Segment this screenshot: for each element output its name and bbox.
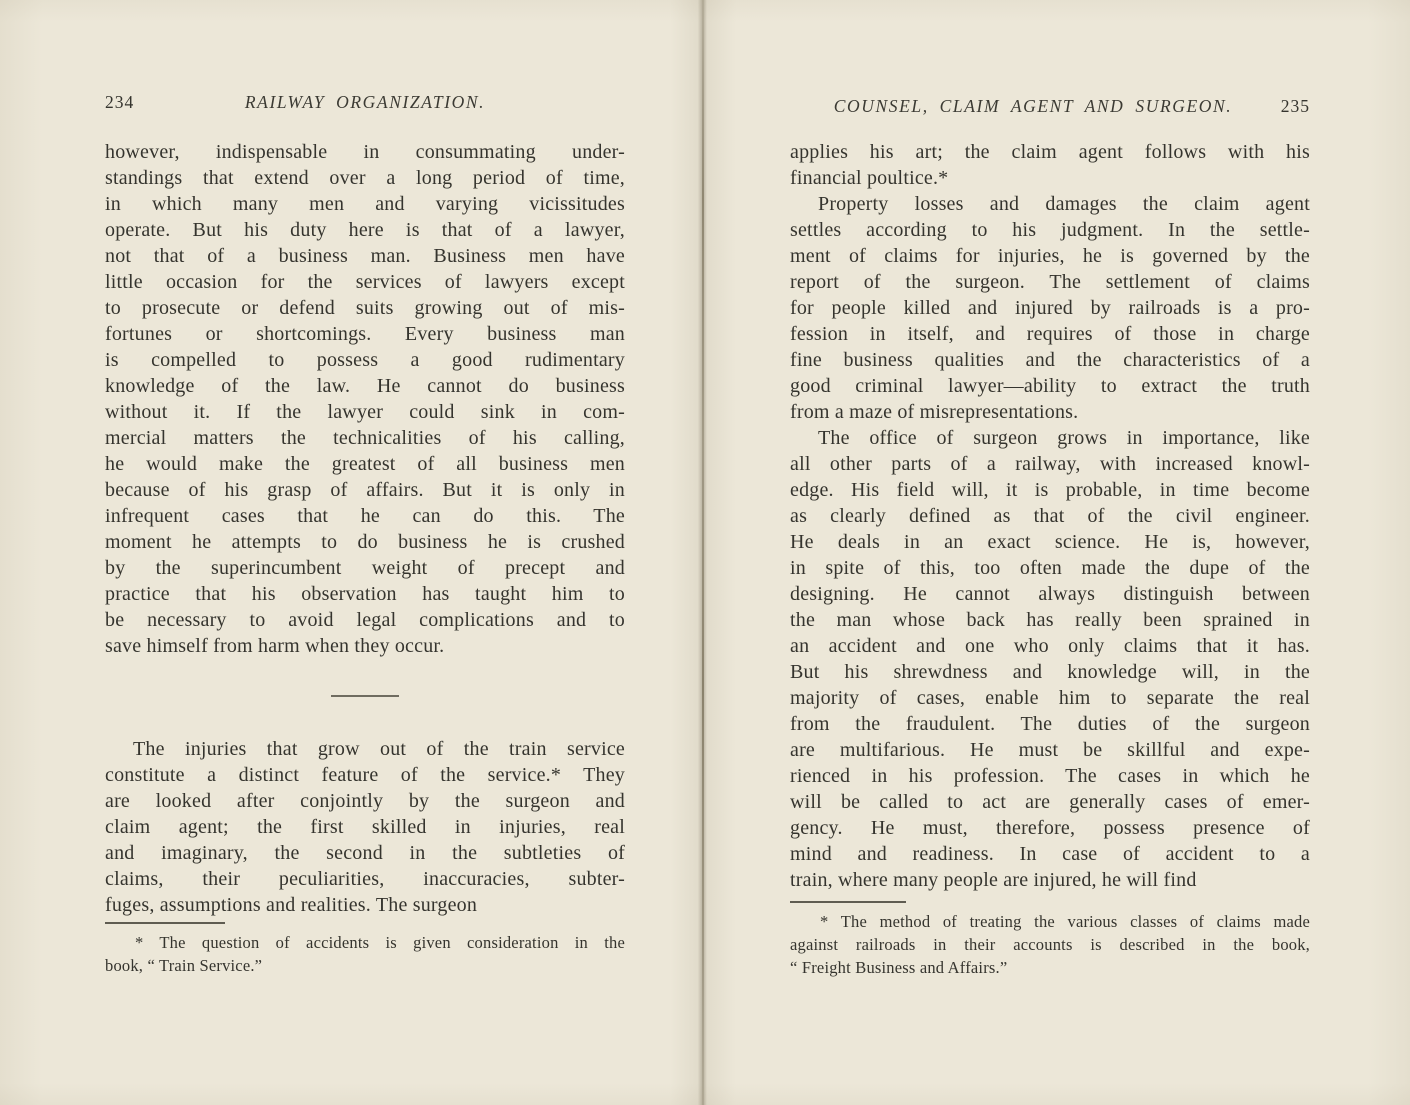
text-line: The injuries that grow out of the train service — [133, 738, 625, 760]
text-line: the man whose back has really been sprained in — [790, 609, 1310, 631]
text-line: standings that extend over a long period of time, — [105, 167, 625, 189]
text-line: edge. His field will, it is probable, in time become — [790, 479, 1310, 501]
text-line: for people killed and injured by railroads is a pro- — [790, 297, 1310, 319]
paragraph — [790, 139, 1310, 191]
right-page-header — [790, 96, 1310, 120]
right-page-number: 235 — [1280, 96, 1310, 116]
text-line: however, indispensable in consummating under- — [105, 141, 625, 163]
text-line: because of his grasp of affairs. But it is only in — [105, 479, 625, 501]
text-line: applies his art; the claim agent follows with his — [790, 141, 1310, 163]
text-line: be necessary to avoid legal complications and to — [105, 609, 625, 631]
text-line: as clearly defined as that of the civil engineer. — [790, 505, 1310, 527]
text-line: infrequent cases that he can do this. The — [105, 505, 625, 527]
text-line: all other parts of a railway, with increased knowl- — [790, 453, 1310, 475]
text-line: ment of claims for injuries, he is governed by the — [790, 245, 1310, 267]
text-line: * The method of treating the various classes of claims made — [820, 912, 1310, 931]
left-footnote — [105, 922, 625, 977]
text-line: moment he attempts to do business he is crushed — [105, 531, 625, 553]
text-line: without it. If the lawyer could sink in com- — [105, 401, 625, 423]
text-line: practice that his observation has taught him to — [105, 583, 625, 605]
text-line: to prosecute or defend suits growing out of mis- — [105, 297, 625, 319]
text-line: financial poultice.* — [790, 167, 949, 189]
text-line: majority of cases, enable him to separate the real — [790, 687, 1310, 709]
book-spine-crease — [702, 0, 704, 1105]
text-line: against railroads in their accounts is described in the book, — [790, 935, 1310, 954]
text-line: Property losses and damages the claim agent — [818, 193, 1310, 215]
text-line: are looked after conjointly by the surgeon and — [105, 790, 625, 812]
left-page-number: 234 — [105, 92, 135, 112]
text-line: knowledge of the law. He cannot do business — [105, 375, 625, 397]
text-line: will be called to act are generally cases of emer- — [790, 791, 1310, 813]
text-line: is compelled to possess a good rudimentary — [105, 349, 625, 371]
text-line: * The question of accidents is given consideration in the — [135, 933, 625, 952]
text-line: train, where many people are injured, he will find — [790, 869, 1197, 891]
right-footnote-rule — [790, 901, 906, 903]
text-line: good criminal lawyer—ability to extract the truth — [790, 375, 1310, 397]
text-line: fine business qualities and the characteristics of a — [790, 349, 1310, 371]
left-page-body — [105, 139, 625, 977]
text-line: not that of a business man. Business men have — [105, 245, 625, 267]
text-line: designing. He cannot always distinguish between — [790, 583, 1310, 605]
left-running-title: RAILWAY ORGANIZATION. — [244, 92, 486, 112]
text-line: rienced in his profession. The cases in which he — [790, 765, 1310, 787]
text-line: fortunes or shortcomings. Every business man — [105, 323, 625, 345]
text-line: he would make the greatest of all business men — [105, 453, 625, 475]
left-footnote-rule — [105, 922, 225, 924]
text-line: from a maze of misrepresentations. — [790, 401, 1079, 423]
right-page-body — [790, 139, 1310, 979]
text-line: claim agent; the first skilled in injuries, real — [105, 816, 625, 838]
text-line: little occasion for the services of lawyers except — [105, 271, 625, 293]
section-divider — [331, 695, 399, 697]
text-line: The office of surgeon grows in importance, like — [818, 427, 1310, 449]
text-line: are multifarious. He must be skillful and expe- — [790, 739, 1310, 761]
paragraph — [790, 425, 1310, 893]
text-line: mind and readiness. In case of accident to a — [790, 843, 1310, 865]
text-line: an accident and one who only claims that it has. — [790, 635, 1310, 657]
text-line: constitute a distinct feature of the service.* They — [105, 764, 625, 786]
left-page-header — [105, 92, 625, 116]
text-line: mercial matters the technicalities of his calling, — [105, 427, 625, 449]
text-line: gency. He must, therefore, possess presence of — [790, 817, 1310, 839]
text-line: operate. But his duty here is that of a lawyer, — [105, 219, 625, 241]
text-line: book, “ Train Service.” — [105, 956, 263, 975]
text-line: report of the surgeon. The settlement of claims — [790, 271, 1310, 293]
right-footnote — [790, 901, 1310, 979]
text-line: fuges, assumptions and realities. The surgeon — [105, 894, 478, 916]
text-line: He deals in an exact science. He is, however, — [790, 531, 1310, 553]
text-line: But his shrewdness and knowledge will, in the — [790, 661, 1310, 683]
text-line: settles according to his judgment. In the settle- — [790, 219, 1310, 241]
text-line: in which many men and varying vicissitudes — [105, 193, 625, 215]
text-line: save himself from harm when they occur. — [105, 635, 445, 657]
right-footnote-text — [790, 910, 1310, 979]
left-footnote-text — [105, 931, 625, 977]
text-line: claims, their peculiarities, inaccuracies, subter- — [105, 868, 625, 890]
paragraph — [105, 736, 625, 918]
book-gutter-shadow — [670, 0, 736, 1105]
text-line: by the superincumbent weight of precept and — [105, 557, 625, 579]
text-line: and imaginary, the second in the subtleties of — [105, 842, 625, 864]
text-line: from the fraudulent. The duties of the surgeon — [790, 713, 1310, 735]
text-line: in spite of this, too often made the dupe of the — [790, 557, 1310, 579]
text-line: “ Freight Business and Affairs.” — [790, 958, 1008, 977]
paragraph — [790, 191, 1310, 425]
text-line: fession in itself, and requires of those in charge — [790, 323, 1310, 345]
paragraph — [105, 139, 625, 659]
right-running-title: COUNSEL, CLAIM AGENT AND SURGEON. — [833, 96, 1233, 116]
